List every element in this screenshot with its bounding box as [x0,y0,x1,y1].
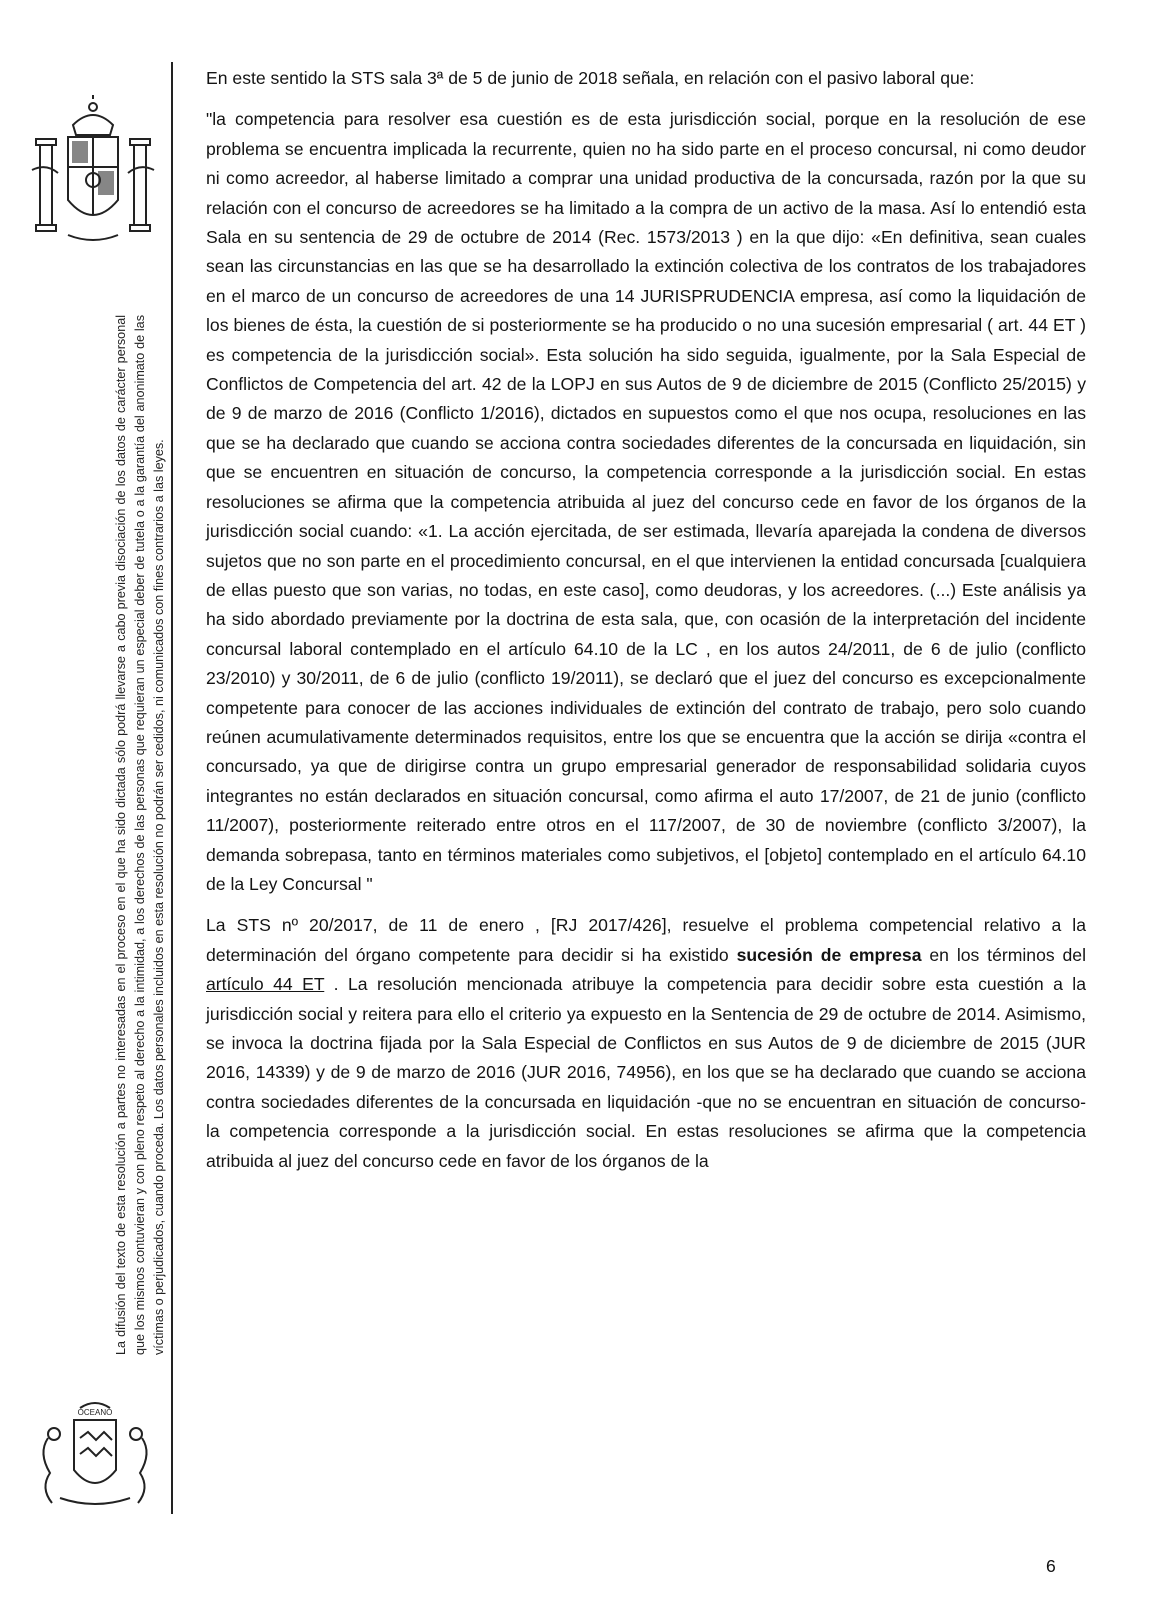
margin-rule [171,62,173,1514]
crest-label: OCEANO [77,1408,113,1417]
spain-coat-of-arms-icon [28,95,158,250]
paragraph-quote: "la competencia para resolver esa cuestión es de esta jurisdicción social, porque en la resolución de ese problema se encuentra implicada la recurrente, quien no ha sido parte en el proceso concursal, ni como deudor ni como acreedor, al haberse limitado a comprar una unidad productiva de la concursada, razón por la que su relación con el concurso de acreedores se ha limitado a la compra de un activo de la masa. Así lo entendió esta Sala en su sentencia de 29 de octubre de 2014 (Rec. 1573/2013 ) en la que dijo: «En definitiva, sean cuales sean las circunstancias en las que se ha desarrollado la extinción colectiva de los contratos de los trabajadores en el marco de un concurso de acreedores de una 14 JURISPRUDENCIA empresa, así como la liquidación de los bienes de ésta, la cuestión de si posteriormente se ha producido o no una sucesión empresarial ( art. 44 ET ) es competencia de la jurisdicción social». Esta solución ha sido seguida, igualmente, por la Sala Especial de Conflictos de Competencia del art. 42 de la LOPJ en sus Autos de 9 de diciembre de 2015 (Conflicto 25/2015) y de 9 de marzo de 2016 (Conflicto 1/2016), dictados en supuestos como el que nos ocupa, resoluciones en las que se ha declarado que cuando se acciona contra sociedades diferentes de la concursada en liquidación, sin que se encuentren en situación de concurso, la competencia corresponde a la jurisdicción social. En estas resoluciones se afirma que la competencia atribuida al juez del concurso cede en favor de los órganos de la jurisdicción social cuando: «1. La acción ejercitada, de ser estimada, llevaría aparejada la condena de diversos sujetos que no son parte en el procedimiento concursal, en el que intervienen la entidad concursada [cualquiera de ellas puesto que son varias, no todas, en este caso], como deudoras, y los acreedores. (...) Este análisis ya ha sido abordado previamente por la doctrina de esta sala, que, con ocasión de la interpretación del incidente concursal laboral contemplado en el artículo 64.10 de la LC , en los autos 24/2011, de 6 de julio (conflicto 23/2010) y 30/2011, de 6 de julio (conflicto 19/2011), se declaró que el juez del concurso es excepcionalmente competente para conocer de las acciones individuales de extinción del contrato de trabajo, pero solo cuando reúnen acumulativamente determinados requisitos, entre los que se encuentra que la acción se dirija «contra el concursado, ya que de dirigirse contra un grupo empresarial generador de responsabilidad solidaria cuyos integrantes no están declarados en situación concursal, como afirma el auto 17/2007, de 21 de junio (conflicto 11/2007), posteriormente reiterado entre otros en el 117/2007, de 30 de noviembre (conflicto 3/2007), la demanda sobrepasa, tanto en términos materiales como subjetivos, el [objeto] contemplado en el artículo 64.10 de la Ley Concursal " [206,109,1086,894]
paragraph-intro: En este sentido la STS sala 3ª de 5 de junio de 2018 señala, en relación con el pasivo laboral que: [206,68,975,88]
paragraph-sts-part-c: . La resolución mencionada atribuye la competencia para decidir sobre esta cuestión a la jurisdicción social y reitera para ello el criterio ya expuesto en la Sentencia de 29 de octubre de 2014. Asimismo, se invoca la doctrina fijada por la Sala Especial de Conflictos en sus Autos de 9 de diciembre de 2015 (JUR 2016, 14339) y de 9 de marzo de 2016 (JUR 2016, 74956), en los que se ha declarado que cuando se acciona contra sociedades diferentes de la concursada en liquidación -que no se encuentran en situación de concurso- la competencia corresponde a la jurisdicción social. En estas resoluciones se afirma que la competencia atribuida al juez del concurso cede en favor de los órganos de la [206,974,1086,1171]
data-protection-notice: La difusión del texto de esta resolución a partes no interesadas en el proceso en el que ha sido dictada sólo podrá llevarse a cabo previa disociación de los datos de carácter personal que los mismos contuvieran y con pleno respeto al derecho a la intimidad, a los derechos de las personas que requieran un especial deber de tutela o a la garantía del anonimato de las víctimas o perjudicados, cuando proceda. Los datos personales incluidos en esta resolución no podrán ser cedidos, ni comunicados con fines contrarios a las leyes. [114,315,167,1355]
paragraph-sts [206,911,1086,1176]
document-body [206,64,1086,1188]
article-44-link[interactable]: artículo 44 ET [206,974,325,995]
canarias-coat-of-arms-icon [30,1398,160,1513]
bold-term: sucesión de empresa [736,944,922,965]
paragraph-sts-part-a: La STS nº 20/2017, de 11 de enero , [RJ 2017/426], resuelve el problema competencial relativo a la determinación del órgano competente para decidir si ha existido [206,915,1086,965]
paragraph-sts-part-b: en los términos del [921,944,1086,965]
page-number: 6 [1046,1556,1056,1576]
